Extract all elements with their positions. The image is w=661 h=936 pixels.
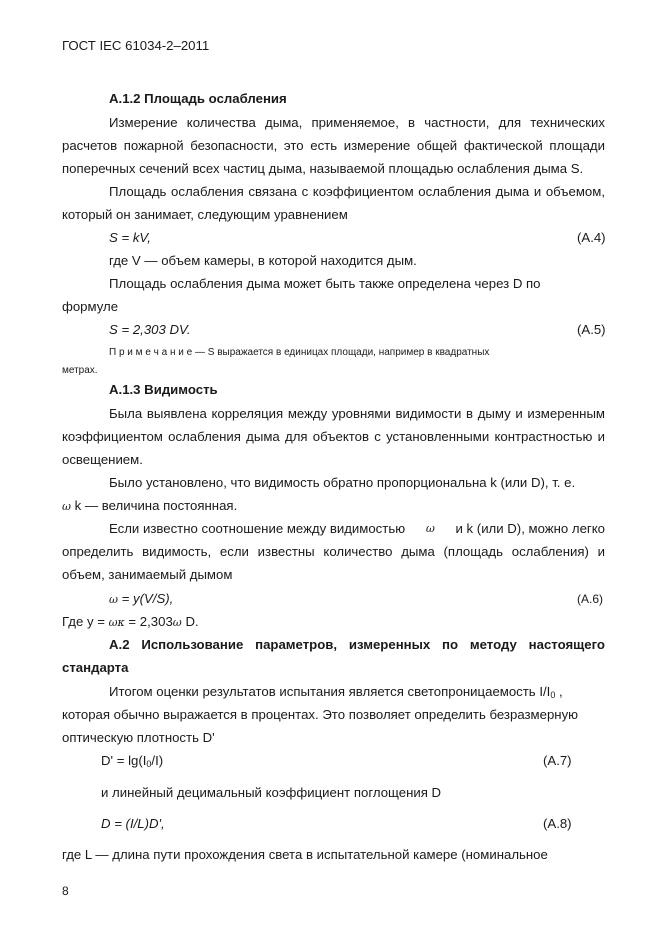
- paragraph-line: [62, 161, 583, 177]
- section-heading-a2: А.2 Использование параметров, измеренных по методу настоящего: [109, 637, 605, 652]
- section-heading-a12: А.1.2 Площадь ослабления: [109, 91, 287, 106]
- subscript: 0: [550, 690, 556, 700]
- equation-text: D' = lg(I: [101, 753, 147, 768]
- text: D.: [181, 614, 199, 629]
- paragraph-line: Площадь ослабления связана с коэффициентом ослабления дыма и объемом,: [109, 184, 605, 199]
- paragraph-line: расчетов пожарной безопасности, это есть измерение общей фактической площади: [62, 138, 605, 153]
- paragraph-line: коэффициентом ослабления дыма для объектов с установленными контрастностью и: [62, 429, 605, 444]
- paragraph-line: освещением.: [62, 452, 143, 467]
- equation-a6: [109, 591, 173, 608]
- note-line: [109, 346, 489, 359]
- note-text: — S выражается в единицах площади, например в квадратных: [192, 347, 490, 358]
- subscript: 0: [146, 759, 152, 769]
- paragraph-line: Было установлено, что видимость обратно пропорциональна k (или D), т. е.: [109, 475, 576, 490]
- text: = 2,303: [124, 614, 173, 629]
- paragraph-line: и линейный децимальный коэффициент поглощения D: [101, 785, 442, 800]
- equation-number-a7: (А.7): [543, 753, 572, 768]
- equation-text: = y(V/S),: [117, 591, 174, 606]
- where-v-line: где V — объем камеры, в которой находится дым.: [109, 253, 417, 268]
- paragraph-text: Итогом оценки результатов испытания является светопроницаемость I/I: [109, 684, 551, 699]
- equation-text: /I): [151, 753, 164, 768]
- equation-a4: S = kV,: [109, 230, 151, 245]
- where-y-line: [62, 614, 199, 631]
- equation-a5: S = 2,303 DV.: [109, 322, 191, 337]
- paragraph-line: [109, 521, 605, 537]
- paragraph-line: объем, занимаемый дымом: [62, 567, 233, 582]
- paragraph-text: поперечных сечений всех частиц дыма, называемой площадью ослабления дыма S.: [62, 161, 584, 176]
- paragraph-line: Была выявлена корреляция между уровнями видимости в дыму и измеренным: [109, 406, 605, 421]
- note-label: П р и м е ч а н и е: [109, 347, 193, 358]
- equation-number-a6: (А.6): [577, 592, 604, 606]
- paragraph-line: определить видимость, если известны количество дыма (площадь ослабления) и: [62, 544, 605, 559]
- omega-symbol: ω: [109, 593, 118, 606]
- paragraph-text: k — величина постоянная.: [70, 498, 238, 513]
- section-heading-a2-line2: стандарта: [62, 660, 129, 675]
- omega-kappa-symbol: ωκ: [108, 616, 125, 629]
- paragraph-line: формуле: [62, 299, 119, 314]
- paragraph-line: Измерение количества дыма, применяемое, в частности, для технических: [109, 115, 605, 130]
- paragraph-line: который он занимает, следующим уравнением: [62, 207, 348, 222]
- paragraph-text: ,: [555, 684, 563, 699]
- paragraph-line: [62, 498, 237, 515]
- omega-symbol: ω: [425, 522, 435, 535]
- equation-number-a4: (А.4): [577, 230, 606, 245]
- paragraph-text: и k (или D), можно легко: [455, 521, 605, 536]
- paragraph-line: оптическую плотность D': [62, 730, 215, 745]
- omega-symbol: ω: [62, 500, 71, 513]
- paragraph-line: которая обычно выражается в процентах. Это позволяет определить безразмерную: [62, 707, 579, 722]
- paragraph-line: Площадь ослабления дыма может быть также определена через D по: [109, 276, 541, 291]
- paragraph-text: Если известно соотношение между видимостью: [109, 521, 406, 536]
- page-number: 8: [62, 884, 69, 898]
- where-l-line: где L — длина пути прохождения света в испытательной камере (номинальное: [62, 847, 548, 862]
- section-heading-a13: А.1.3 Видимость: [109, 382, 218, 397]
- text: Где y =: [62, 614, 109, 629]
- note-line-2: метрах.: [62, 365, 98, 376]
- omega-symbol: ω: [172, 616, 182, 629]
- document-header: ГОСТ IEC 61034-2–2011: [62, 38, 210, 53]
- equation-a8: D = (I/L)D',: [101, 816, 165, 831]
- equation-number-a8: (А.8): [543, 816, 572, 831]
- equation-number-a5: (А.5): [577, 322, 606, 337]
- paragraph-line: [109, 684, 563, 700]
- equation-a7: [101, 753, 163, 769]
